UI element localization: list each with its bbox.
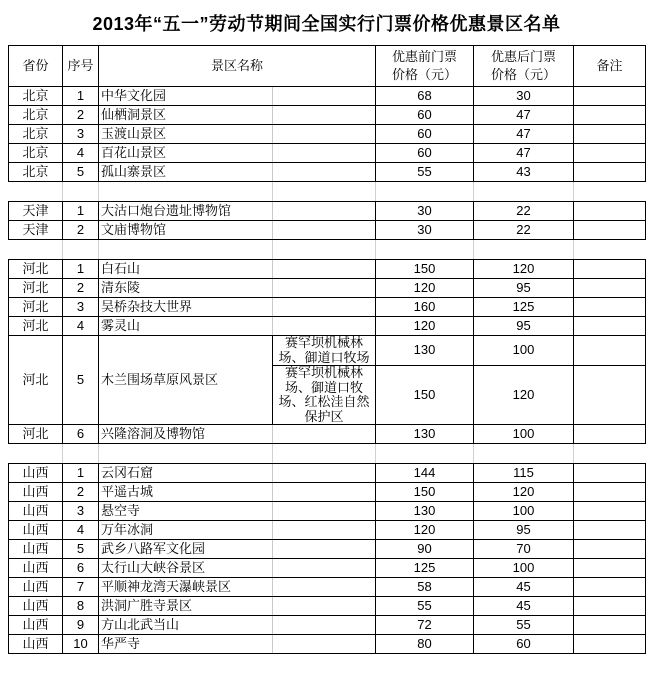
cell-price-before: 60 [376,125,474,144]
cell-remark [574,87,646,106]
table-row [9,202,646,221]
cell-price-before: 125 [376,559,474,578]
spacer-cell [99,240,273,260]
cell-price-after: 100 [474,336,574,366]
spacer-cell [273,182,376,202]
spacer-cell [273,240,376,260]
cell-province: 北京 [9,106,63,125]
cell-price-after: 22 [474,202,574,221]
cell-index: 3 [63,298,99,317]
cell-index: 1 [63,464,99,483]
cell-price-before: 120 [376,279,474,298]
cell-price-before: 150 [376,483,474,502]
cell-sub-area [273,616,376,635]
cell-index: 4 [63,317,99,336]
cell-price-after: 120 [474,483,574,502]
spacer-cell [9,182,63,202]
spacer-cell [574,182,646,202]
table-row [9,336,646,366]
cell-remark [574,106,646,125]
table-spacer-row [9,240,646,260]
cell-province: 山西 [9,597,63,616]
table-row [9,163,646,182]
table-row [9,464,646,483]
cell-province: 山西 [9,616,63,635]
cell-scenic-name: 中华文化园 [99,87,273,106]
cell-scenic-name: 兴隆溶洞及博物馆 [99,425,273,444]
cell-index: 8 [63,597,99,616]
cell-scenic-name: 华严寺 [99,635,273,654]
cell-price-before: 68 [376,87,474,106]
cell-scenic-name: 平遥古城 [99,483,273,502]
cell-remark [574,597,646,616]
cell-sub-area [273,597,376,616]
cell-remark [574,336,646,366]
cell-remark [574,616,646,635]
cell-province: 北京 [9,125,63,144]
cell-remark [574,635,646,654]
cell-price-before: 130 [376,502,474,521]
table-row [9,317,646,336]
table-row [9,144,646,163]
cell-price-after: 95 [474,279,574,298]
cell-price-after: 47 [474,125,574,144]
cell-price-after: 55 [474,616,574,635]
cell-sub-area: 赛罕坝机械林场、御道口牧场 [273,336,376,366]
cell-price-before: 80 [376,635,474,654]
cell-price-before: 160 [376,298,474,317]
table-row [9,298,646,317]
cell-scenic-name: 百花山景区 [99,144,273,163]
cell-price-before: 60 [376,106,474,125]
cell-price-after: 100 [474,559,574,578]
table-row [9,616,646,635]
cell-remark [574,144,646,163]
spacer-cell [9,240,63,260]
spacer-cell [63,444,99,464]
cell-price-after: 100 [474,502,574,521]
cell-province: 河北 [9,260,63,279]
cell-price-after: 30 [474,87,574,106]
column-header-province: 省份 [9,46,63,87]
table-row [9,521,646,540]
spacer-cell [574,240,646,260]
table-row [9,559,646,578]
cell-price-after: 95 [474,521,574,540]
table-spacer-row [9,182,646,202]
spacer-cell [99,444,273,464]
cell-price-before: 120 [376,317,474,336]
cell-scenic-name: 白石山 [99,260,273,279]
cell-sub-area [273,578,376,597]
cell-scenic-name: 雾灵山 [99,317,273,336]
cell-scenic-name: 云冈石窟 [99,464,273,483]
cell-province: 北京 [9,144,63,163]
table-row [9,635,646,654]
cell-index: 10 [63,635,99,654]
cell-province: 山西 [9,578,63,597]
cell-price-before: 150 [376,260,474,279]
spacer-cell [63,240,99,260]
cell-province: 山西 [9,559,63,578]
cell-scenic-name: 仙栖洞景区 [99,106,273,125]
spacer-cell [376,240,474,260]
cell-index: 6 [63,559,99,578]
column-header-remark: 备注 [574,46,646,87]
cell-province: 北京 [9,87,63,106]
cell-index: 5 [63,336,99,425]
price-after-line1: 优惠后门票 [491,49,557,65]
spacer-cell [9,444,63,464]
column-header-index: 序号 [63,46,99,87]
spacer-cell [474,444,574,464]
cell-sub-area [273,163,376,182]
cell-price-after: 95 [474,317,574,336]
cell-scenic-name: 悬空寺 [99,502,273,521]
cell-scenic-name: 玉渡山景区 [99,125,273,144]
cell-index: 2 [63,221,99,240]
cell-index: 7 [63,578,99,597]
price-before-line2: 价格（元） [392,67,458,82]
cell-sub-area: 赛罕坝机械林场、御道口牧场、红松洼自然保护区 [273,366,376,425]
cell-province: 山西 [9,464,63,483]
spacer-cell [474,240,574,260]
cell-index: 4 [63,521,99,540]
cell-sub-area [273,559,376,578]
cell-price-before: 30 [376,221,474,240]
cell-scenic-name: 吴桥杂技大世界 [99,298,273,317]
cell-price-after: 43 [474,163,574,182]
cell-sub-area [273,521,376,540]
cell-province: 山西 [9,540,63,559]
cell-scenic-name: 孤山寨景区 [99,163,273,182]
cell-province: 山西 [9,502,63,521]
cell-remark [574,260,646,279]
cell-sub-area [273,502,376,521]
cell-price-after: 120 [474,366,574,425]
cell-price-before: 144 [376,464,474,483]
cell-price-after: 45 [474,578,574,597]
cell-remark [574,298,646,317]
spacer-cell [273,444,376,464]
spacer-cell [99,182,273,202]
cell-price-after: 22 [474,221,574,240]
cell-scenic-name: 大沽口炮台遗址博物馆 [99,202,273,221]
cell-price-after: 100 [474,425,574,444]
cell-sub-area [273,298,376,317]
cell-price-before: 90 [376,540,474,559]
cell-price-after: 47 [474,144,574,163]
cell-remark [574,221,646,240]
cell-province: 河北 [9,317,63,336]
table-row [9,106,646,125]
cell-price-after: 70 [474,540,574,559]
cell-price-before: 120 [376,521,474,540]
cell-sub-area [273,125,376,144]
spacer-cell [376,182,474,202]
price-before-line1: 优惠前门票 [392,49,458,65]
cell-remark [574,279,646,298]
table-row [9,578,646,597]
cell-sub-area [273,279,376,298]
cell-remark [574,540,646,559]
cell-sub-area [273,221,376,240]
table-row [9,425,646,444]
cell-index: 2 [63,279,99,298]
cell-index: 2 [63,483,99,502]
cell-sub-area [273,144,376,163]
cell-price-after: 47 [474,106,574,125]
cell-index: 5 [63,540,99,559]
column-header-price-after [474,46,574,87]
cell-province: 河北 [9,298,63,317]
cell-remark [574,559,646,578]
cell-scenic-name: 洪洞广胜寺景区 [99,597,273,616]
cell-province: 山西 [9,483,63,502]
cell-province: 天津 [9,202,63,221]
cell-index: 2 [63,106,99,125]
table-header-row [9,46,646,87]
cell-remark [574,483,646,502]
ticket-price-table [8,45,646,654]
cell-price-after: 115 [474,464,574,483]
cell-index: 1 [63,202,99,221]
cell-price-after: 60 [474,635,574,654]
cell-price-after: 120 [474,260,574,279]
cell-scenic-name: 木兰围场草原风景区 [99,336,273,425]
cell-remark [574,464,646,483]
cell-sub-area [273,106,376,125]
cell-scenic-name: 武乡八路军文化园 [99,540,273,559]
table-row [9,597,646,616]
cell-price-before: 30 [376,202,474,221]
cell-province: 河北 [9,279,63,298]
spacer-cell [63,182,99,202]
cell-remark [574,521,646,540]
cell-remark [574,578,646,597]
cell-sub-area [273,464,376,483]
cell-remark [574,502,646,521]
table-row [9,260,646,279]
cell-remark [574,125,646,144]
cell-province: 山西 [9,635,63,654]
table-row [9,502,646,521]
spacer-cell [474,182,574,202]
cell-price-before: 130 [376,425,474,444]
cell-scenic-name: 万年冰洞 [99,521,273,540]
table-header [9,46,646,87]
cell-remark [574,425,646,444]
cell-sub-area [273,317,376,336]
column-header-price-before [376,46,474,87]
cell-scenic-name: 清东陵 [99,279,273,298]
table-row [9,540,646,559]
cell-scenic-name: 太行山大峡谷景区 [99,559,273,578]
cell-sub-area [273,87,376,106]
cell-index: 1 [63,260,99,279]
cell-remark [574,202,646,221]
column-header-scenic-name: 景区名称 [99,46,376,87]
spacer-cell [376,444,474,464]
cell-price-before: 55 [376,163,474,182]
cell-index: 4 [63,144,99,163]
cell-index: 9 [63,616,99,635]
cell-price-before: 55 [376,597,474,616]
table-body [9,87,646,654]
table-row [9,125,646,144]
cell-index: 3 [63,125,99,144]
cell-remark [574,366,646,425]
cell-sub-area [273,483,376,502]
cell-price-before: 60 [376,144,474,163]
cell-province: 河北 [9,336,63,425]
cell-sub-area [273,425,376,444]
cell-index: 3 [63,502,99,521]
cell-province: 山西 [9,521,63,540]
spacer-cell [574,444,646,464]
cell-price-after: 45 [474,597,574,616]
table-row [9,483,646,502]
cell-price-before: 72 [376,616,474,635]
cell-index: 6 [63,425,99,444]
table-row [9,279,646,298]
table-row [9,221,646,240]
cell-remark [574,163,646,182]
table-spacer-row [9,444,646,464]
table-row [9,87,646,106]
cell-scenic-name: 方山北武当山 [99,616,273,635]
cell-price-after: 125 [474,298,574,317]
cell-scenic-name: 文庙博物馆 [99,221,273,240]
cell-sub-area [273,635,376,654]
cell-province: 北京 [9,163,63,182]
cell-sub-area [273,540,376,559]
cell-price-before: 150 [376,366,474,425]
price-after-line2: 价格（元） [491,67,557,82]
page-title: 2013年“五一”劳动节期间全国实行门票价格优惠景区名单 [92,14,561,34]
cell-index: 1 [63,87,99,106]
cell-index: 5 [63,163,99,182]
cell-province: 天津 [9,221,63,240]
cell-remark [574,317,646,336]
cell-province: 河北 [9,425,63,444]
cell-scenic-name: 平顺神龙湾天瀑峡景区 [99,578,273,597]
cell-price-before: 58 [376,578,474,597]
cell-price-before: 130 [376,336,474,366]
cell-sub-area [273,202,376,221]
cell-sub-area [273,260,376,279]
